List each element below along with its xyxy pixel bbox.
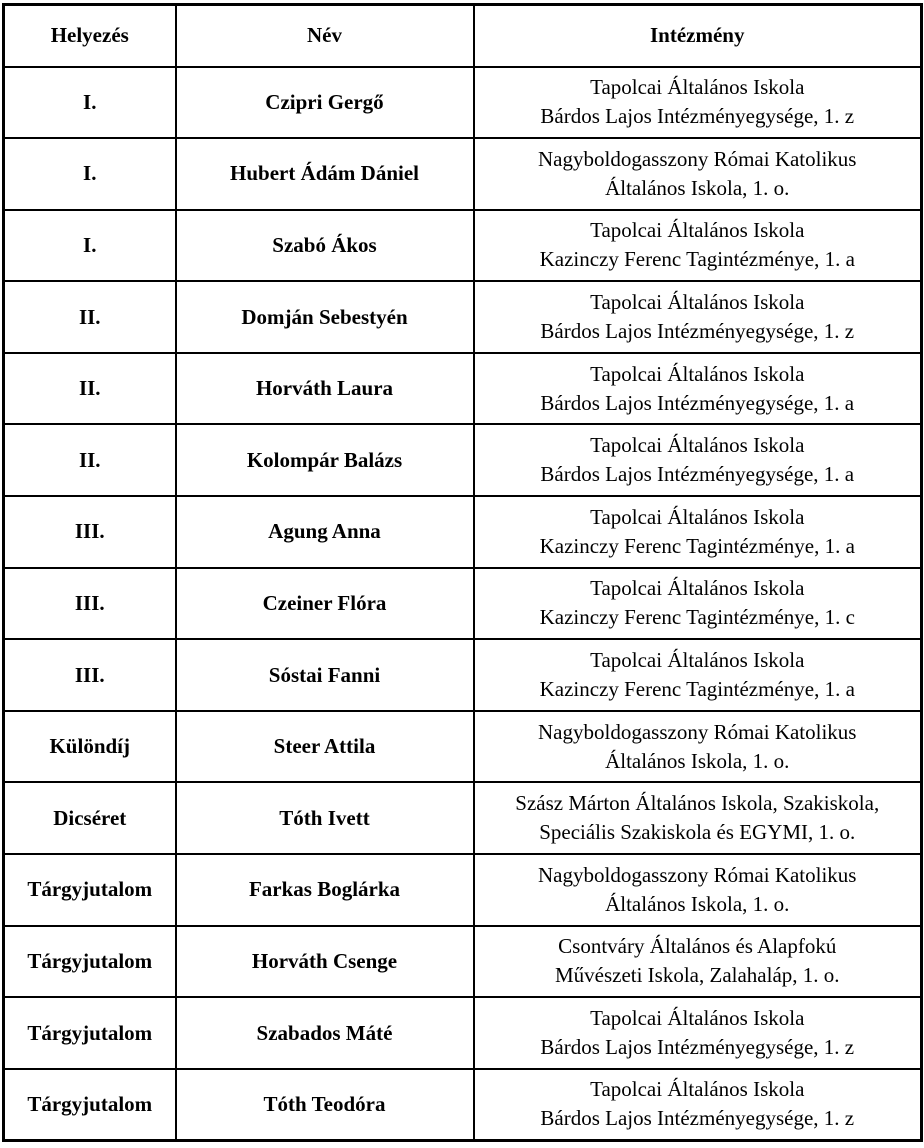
institution-line-2: Kazinczy Ferenc Tagintézménye, 1. a	[539, 533, 855, 558]
table-row	[4, 854, 922, 926]
header-name: Név	[176, 5, 474, 67]
table-row	[4, 281, 922, 353]
table-row	[4, 782, 922, 854]
table-row	[4, 424, 922, 496]
table-row	[4, 997, 922, 1069]
institution-line-2: Általános Iskola, 1. o.	[605, 748, 790, 773]
institution-line-1: Tapolcai Általános Iskola	[590, 75, 805, 100]
institution-line-2: Kazinczy Ferenc Tagintézménye, 1. a	[539, 247, 855, 272]
institution-line-1: Tapolcai Általános Iskola	[590, 648, 805, 673]
placement-cell: III.	[4, 568, 176, 640]
placement-cell: Tárgyjutalom	[4, 926, 176, 998]
institution-line-2: Bárdos Lajos Intézményegysége, 1. z	[540, 1035, 855, 1060]
table-row	[4, 67, 922, 139]
table-row	[4, 353, 922, 425]
institution-cell	[474, 1069, 922, 1141]
table-row	[4, 1069, 922, 1141]
institution-line-1: Nagyboldogasszony Római Katolikus	[538, 862, 857, 887]
header-institution: Intézmény	[474, 5, 922, 67]
student-name-cell: Hubert Ádám Dániel	[176, 138, 474, 210]
institution-line-1: Szász Márton Általános Iskola, Szakiskola,	[515, 791, 880, 816]
institution-cell	[474, 281, 922, 353]
institution-line-2: Művészeti Iskola, Zalahaláp, 1. o.	[554, 963, 840, 988]
placement-cell: I.	[4, 67, 176, 139]
table-row	[4, 711, 922, 783]
institution-line-2: Bárdos Lajos Intézményegysége, 1. a	[540, 462, 855, 487]
placement-cell: II.	[4, 353, 176, 425]
placement-cell: II.	[4, 281, 176, 353]
student-name-cell: Szabó Ákos	[176, 210, 474, 282]
institution-line-1: Tapolcai Általános Iskola	[590, 504, 805, 529]
placement-cell: Tárgyjutalom	[4, 997, 176, 1069]
student-name-cell: Agung Anna	[176, 496, 474, 568]
placement-cell: III.	[4, 496, 176, 568]
institution-line-2: Kazinczy Ferenc Tagintézménye, 1. a	[539, 677, 855, 702]
student-name-cell: Szabados Máté	[176, 997, 474, 1069]
institution-line-1: Tapolcai Általános Iskola	[590, 290, 805, 315]
institution-line-2: Bárdos Lajos Intézményegysége, 1. z	[540, 104, 855, 129]
institution-cell	[474, 711, 922, 783]
institution-line-1: Csontváry Általános és Alapfokú	[558, 934, 837, 959]
institution-cell	[474, 496, 922, 568]
institution-cell	[474, 424, 922, 496]
student-name-cell: Czipri Gergő	[176, 67, 474, 139]
institution-cell	[474, 353, 922, 425]
student-name-cell: Domján Sebestyén	[176, 281, 474, 353]
institution-cell	[474, 138, 922, 210]
student-name-cell: Sóstai Fanni	[176, 639, 474, 711]
student-name-cell: Farkas Boglárka	[176, 854, 474, 926]
institution-cell	[474, 997, 922, 1069]
placement-cell: Különdíj	[4, 711, 176, 783]
institution-cell	[474, 782, 922, 854]
student-name-cell: Tóth Ivett	[176, 782, 474, 854]
institution-line-1: Tapolcai Általános Iskola	[590, 361, 805, 386]
institution-line-2: Bárdos Lajos Intézményegysége, 1. a	[540, 390, 855, 415]
institution-line-1: Tapolcai Általános Iskola	[590, 433, 805, 458]
institution-cell	[474, 854, 922, 926]
table-row	[4, 568, 922, 640]
placement-cell: II.	[4, 424, 176, 496]
placement-cell: Dicséret	[4, 782, 176, 854]
student-name-cell: Tóth Teodóra	[176, 1069, 474, 1141]
institution-line-1: Tapolcai Általános Iskola	[590, 576, 805, 601]
institution-line-2: Kazinczy Ferenc Tagintézménye, 1. c	[539, 605, 855, 630]
institution-cell	[474, 639, 922, 711]
table-body	[4, 67, 922, 1141]
institution-cell	[474, 210, 922, 282]
table-row	[4, 926, 922, 998]
header-row	[4, 5, 922, 67]
institution-line-1: Nagyboldogasszony Római Katolikus	[538, 146, 857, 171]
student-name-cell: Horváth Laura	[176, 353, 474, 425]
institution-line-2: Általános Iskola, 1. o.	[605, 891, 790, 916]
student-name-cell: Kolompár Balázs	[176, 424, 474, 496]
institution-cell	[474, 568, 922, 640]
table-row	[4, 639, 922, 711]
header-place: Helyezés	[4, 5, 176, 67]
placement-cell: Tárgyjutalom	[4, 854, 176, 926]
institution-line-1: Nagyboldogasszony Római Katolikus	[538, 719, 857, 744]
institution-line-2: Bárdos Lajos Intézményegysége, 1. z	[540, 1106, 855, 1131]
placement-cell: I.	[4, 210, 176, 282]
institution-cell	[474, 926, 922, 998]
institution-cell	[474, 67, 922, 139]
placement-cell: Tárgyjutalom	[4, 1069, 176, 1141]
institution-line-1: Tapolcai Általános Iskola	[590, 218, 805, 243]
student-name-cell: Steer Attila	[176, 711, 474, 783]
institution-line-2: Speciális Szakiskola és EGYMI, 1. o.	[539, 820, 856, 845]
institution-line-2: Bárdos Lajos Intézményegysége, 1. z	[540, 319, 855, 344]
results-table	[2, 3, 923, 1142]
student-name-cell: Czeiner Flóra	[176, 568, 474, 640]
table-row	[4, 138, 922, 210]
institution-line-2: Általános Iskola, 1. o.	[605, 175, 790, 200]
table-row	[4, 210, 922, 282]
placement-cell: III.	[4, 639, 176, 711]
table-row	[4, 496, 922, 568]
institution-line-1: Tapolcai Általános Iskola	[590, 1077, 805, 1102]
institution-line-1: Tapolcai Általános Iskola	[590, 1006, 805, 1031]
student-name-cell: Horváth Csenge	[176, 926, 474, 998]
placement-cell: I.	[4, 138, 176, 210]
